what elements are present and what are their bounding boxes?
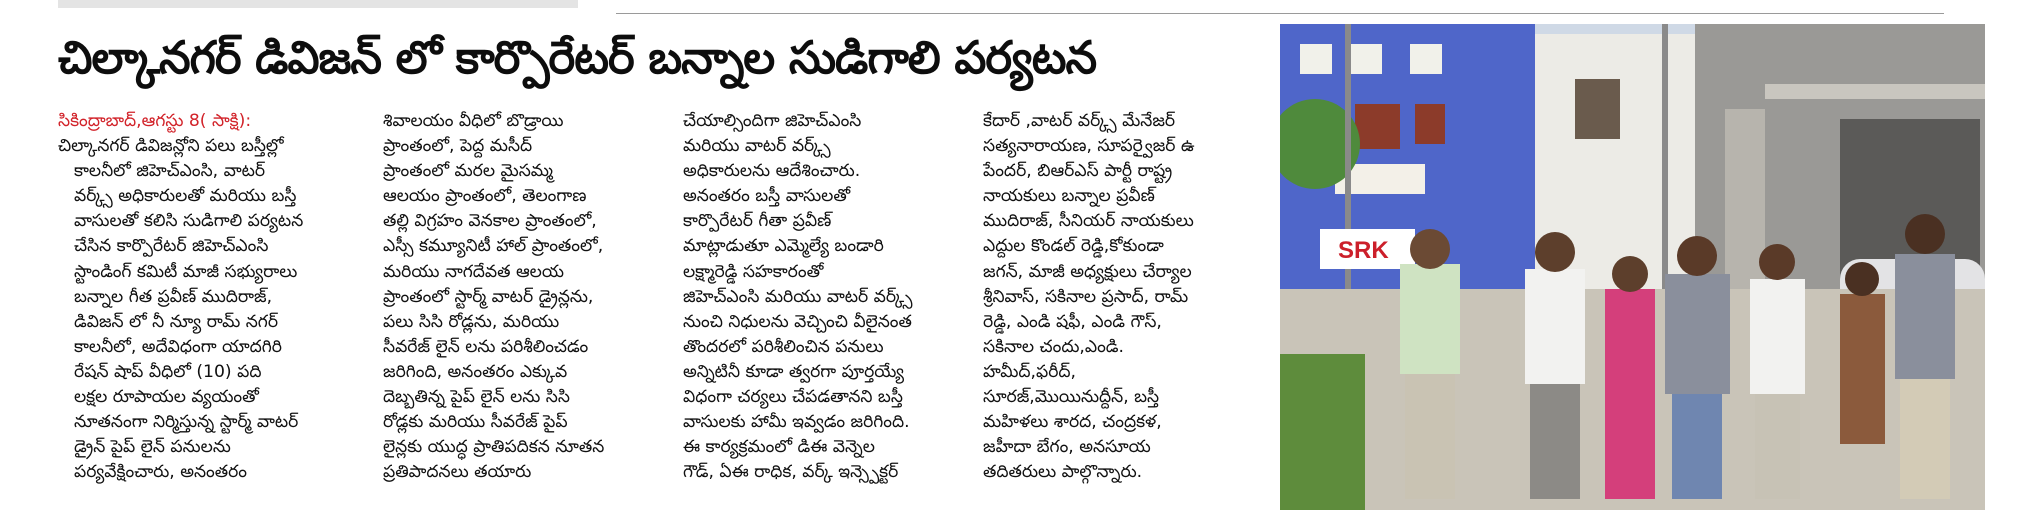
column-line: నూతనంగా నిర్మిస్తున్న స్టార్మ్ వాటర్ — [74, 412, 299, 433]
column-line: మాట్లాడుతూ ఎమ్మెల్యే బండారి — [683, 236, 884, 257]
column-line: కాలనీలో, అదేవిధంగా యాదగిరి — [74, 336, 282, 357]
column-line: తొందరలో పరిశీలించిన పనులు — [683, 336, 884, 357]
column-line: దెబ్బతిన్న పైప్ లైన్ లను సిసి — [383, 387, 570, 408]
person-trousers — [1672, 394, 1722, 499]
photo-window — [1410, 44, 1442, 74]
column-line: జగన్, మాజీ అధ్యక్షులు చేర్యాల — [983, 261, 1192, 282]
article-column-4 — [983, 109, 1275, 509]
column-line: డ్రైన్ పైప్ లైన్ పనులను — [74, 437, 231, 458]
column-line: రేషన్ షాప్ వీధిలో (10) పది — [74, 361, 262, 382]
column-line: జరిగింది, అనంతరం ఎక్కువ — [383, 361, 568, 382]
column-line: సీవరేజ్ లైన్ లను పరిశీలించడం — [383, 336, 589, 357]
column-line: శ్రీనివాస్, సకినాల ప్రసాద్, రామ్ — [983, 286, 1189, 307]
column-line: మరియు వాటర్ వర్క్స్ — [683, 136, 831, 157]
column-line: వాసులతో కలిసి సుడిగాలి పర్యటన — [74, 211, 304, 232]
column-line: తదితరులు పాల్గొన్నారు. — [983, 462, 1143, 483]
column-line: రోడ్లకు మరియు సీవరేజ్ పైప్ — [383, 412, 568, 433]
column-line: లైన్లకు యుద్ధ ప్రాతిపదికన నూతన — [383, 437, 605, 458]
person-saree — [1605, 289, 1655, 499]
person-head — [1677, 236, 1717, 276]
photo-illustration — [1280, 24, 1985, 510]
photo-shop-sign-text: SRK — [1338, 237, 1389, 264]
article-dateline: సికింద్రాబాద్,ఆగస్టు 8( సాక్షి): — [58, 111, 252, 131]
column-line: పర్యవేక్షించారు, అనంతరం — [74, 462, 248, 483]
article-headline: చిల్కానగర్ డివిజన్ లో కార్పొరేటర్ బన్నాల సుడిగాలి పర్యటన — [58, 31, 1097, 84]
column-line: కాలనీలో జిహెచ్ఎంసి, వాటర్ — [74, 161, 266, 182]
column-line: గౌడ్, ఏఈ రాధిక, వర్క్ ఇన్స్పెక్టర్ — [683, 462, 899, 483]
column-line: కార్పొరేటర్ గీతా ప్రవీణ్ — [683, 211, 832, 232]
photo-slab — [1765, 84, 1985, 99]
column-line: స్టాండింగ్ కమిటీ మాజీ సభ్యురాలు — [74, 261, 298, 282]
column-line: సూరజ్,మొయినుద్దీన్, బస్తీ — [983, 387, 1160, 408]
person-head — [1759, 244, 1795, 280]
column-line: ప్రతిపాదనలు తయారు — [383, 462, 532, 483]
column-line: ఈ కార్యక్రమంలో డిఈ వెన్నెల — [683, 437, 875, 458]
column-line: అన్నిటినీ కూడా త్వరగా పూర్తయ్యే — [683, 361, 905, 382]
column-line: చేసిన కార్పొరేటర్ జిహెచ్ఎంసి — [74, 236, 269, 257]
person-head — [1845, 262, 1879, 296]
person-trousers — [1405, 374, 1455, 499]
photo-pole — [1345, 24, 1351, 324]
column-line: హమీద్,ఫరీద్, — [983, 361, 1077, 382]
photo-window — [1300, 44, 1332, 74]
column-line: డివిజన్ లో నీ న్యూ రామ్ నగర్ — [74, 311, 279, 332]
person-head — [1612, 256, 1648, 292]
column-line: అనంతరం బస్తీ వాసులతో — [683, 186, 851, 207]
person-head — [1410, 229, 1450, 269]
column-line: ప్రాంతంలో స్టార్మ్ వాటర్ డ్రైన్లను, — [383, 286, 594, 307]
column-line: శివాలయం వీధిలో బొడ్రాయి — [383, 111, 564, 131]
column-line: మహిళలు శారద, చంద్రకళ, — [983, 412, 1162, 433]
person-head — [1535, 232, 1575, 272]
person-shirt — [1895, 254, 1955, 379]
column-line: పలు సిసి రోడ్లను, మరియు — [383, 311, 560, 332]
column-line: జిహెచ్ఎంసి మరియు వాటర్ వర్క్స్ — [683, 286, 913, 307]
person-trousers — [1530, 384, 1580, 499]
column-line: పేందర్, బిఆర్ఎస్ పార్టీ రాష్ట్ర — [983, 161, 1173, 182]
column-line: వాసులకు హామీ ఇవ్వడం జరిగింది. — [683, 412, 910, 433]
person-shirt — [1400, 264, 1460, 374]
column-line: రెడ్డి, ఎండి షఫీ, ఎండి గౌస్, — [983, 311, 1162, 332]
column-line: తల్లి విగ్రహం వెనకాల ప్రాంతంలో, — [383, 211, 597, 232]
photo-grass — [1280, 354, 1365, 510]
photo-window — [1355, 104, 1400, 149]
article-column-3 — [683, 109, 975, 509]
column-line: ఎస్సీ కమ్యూనిటీ హాల్ ప్రాంతంలో, — [383, 236, 604, 257]
top-rule-line — [616, 13, 1944, 14]
person-trousers — [1755, 394, 1800, 499]
column-line: నుంచి నిధులను వెచ్చించి వీలైనంత — [683, 311, 912, 332]
column-line: విధంగా చర్యలు చేపడతానని బస్తీ — [683, 387, 903, 408]
column-line: సకినాల చందు,ఎండి. — [983, 336, 1124, 357]
column-line: జహీదా బేగం, అనసూయ — [983, 437, 1151, 458]
person-shirt — [1525, 269, 1585, 384]
person-trousers — [1900, 379, 1950, 499]
photo-window — [1350, 44, 1382, 74]
article-photo — [1280, 24, 1985, 510]
person-shirt — [1665, 274, 1730, 394]
column-line: వర్క్స్ అధికారులతో మరియు బస్తీ — [74, 186, 297, 207]
column-line: అధికారులను ఆదేశించారు. — [683, 161, 861, 182]
article-column-2 — [383, 109, 675, 509]
top-rule-gray-block — [58, 0, 578, 8]
column-line: చేయాల్సిందిగా జిహెచ్ఎంసి — [683, 111, 862, 131]
person-head — [1905, 214, 1945, 254]
column-line: ప్రాంతంలో, పెద్ద మసీద్ — [383, 136, 533, 157]
column-line: సత్యనారాయణ, సూపర్వైజర్ ఉ — [983, 136, 1195, 157]
column-line: ఆలయం ప్రాంతంలో, తెలంగాణ — [383, 186, 587, 207]
article-column-1 — [58, 109, 350, 509]
column-line: చిల్కానగర్ డివిజన్లోని పలు బస్తీల్లో — [58, 136, 284, 157]
column-line: లక్షల రూపాయల వ్యయంతో — [74, 387, 259, 408]
photo-window — [1415, 104, 1445, 144]
person-dress — [1840, 294, 1885, 444]
column-line: లక్ష్మారెడ్డి సహకారంతో — [683, 261, 824, 282]
column-line: ప్రాంతంలో మరల మైసమ్మ — [383, 161, 553, 182]
column-line: ఎద్దుల కొండల్ రెడ్డి,కోకుండా — [983, 236, 1164, 257]
column-line: బన్నాల గీత ప్రవీణ్ ముదిరాజ్, — [74, 286, 273, 307]
column-line: మరియు నాగదేవత ఆలయ — [383, 261, 564, 282]
photo-window — [1575, 79, 1620, 139]
column-line: కేదార్ ,వాటర్ వర్క్స్ మేనేజర్ — [983, 111, 1176, 131]
column-line: ముదిరాజ్, సీనియర్ నాయకులు — [983, 211, 1194, 232]
person-shirt — [1750, 279, 1805, 394]
column-line: నాయకులు బన్నాల ప్రవీణ్ — [983, 186, 1155, 207]
